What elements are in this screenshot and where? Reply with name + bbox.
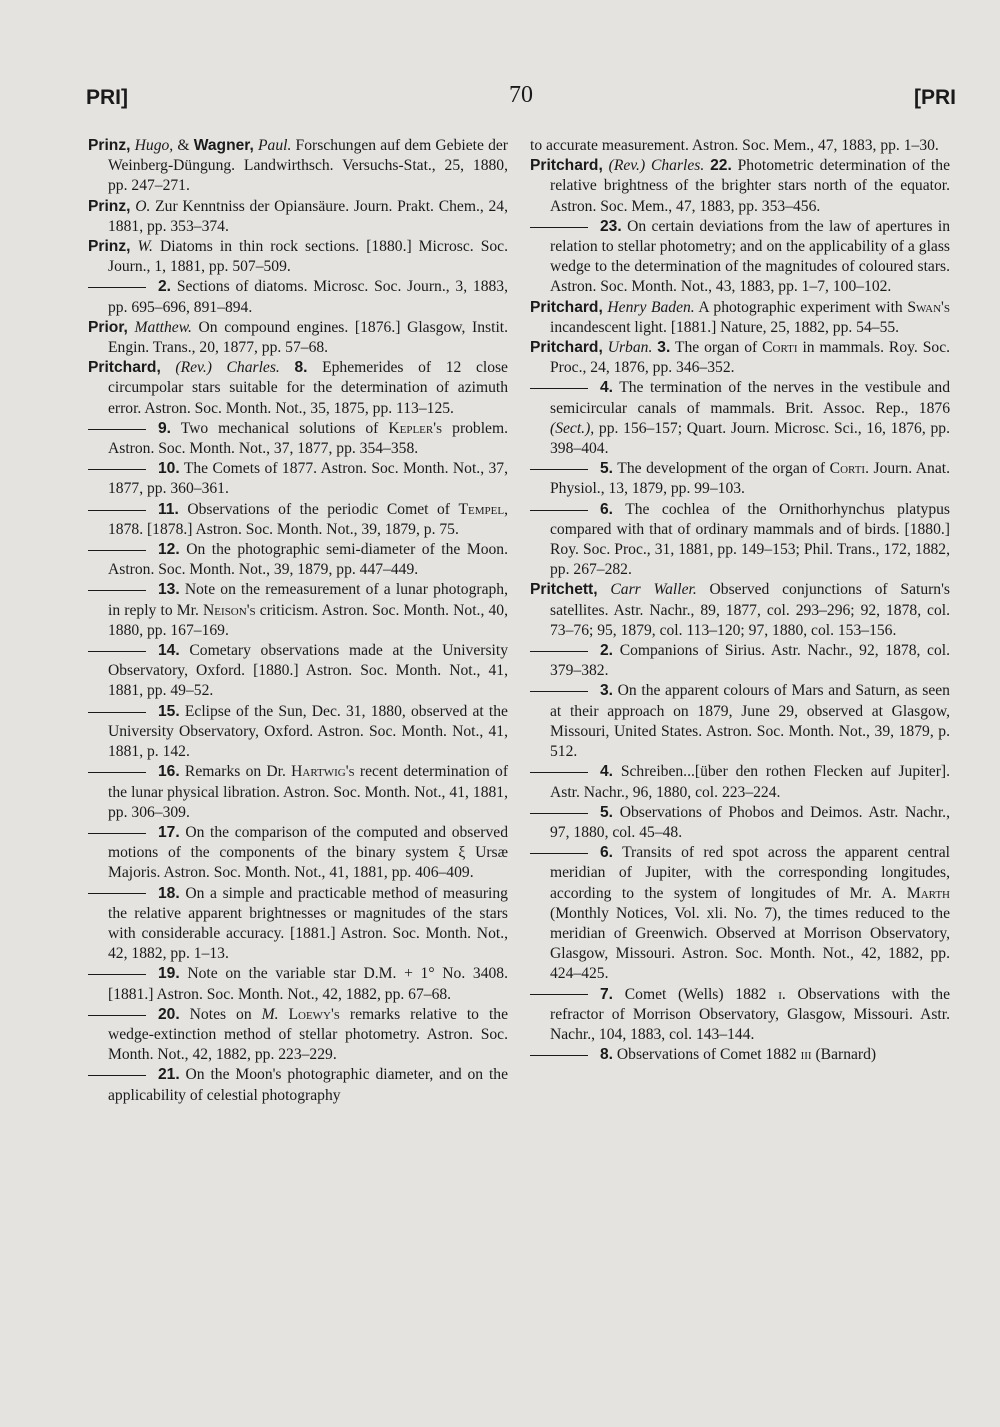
ditto-dash [530, 772, 588, 773]
ditto-dash [88, 429, 146, 430]
entry-number: 12. [158, 541, 180, 559]
entry-text: On the Moon's photographic diameter, and on the applicability of celestial photography [108, 1066, 508, 1104]
entry-text: Observations of the periodic Comet of [187, 500, 450, 518]
header-left: PRI] [86, 86, 128, 109]
bib-entry [88, 762, 508, 823]
author-given-name: Carr Waller. [610, 581, 697, 599]
entry-smallcaps: Kepler's [388, 419, 443, 437]
ditto-dash [530, 853, 588, 854]
entry-text: Observations of Phobos and Deimos. Astr. Nachr., 97, 1880, col. 45–48. [550, 803, 950, 841]
ditto-dash [88, 1075, 146, 1076]
author-surname: Pritchard, [530, 157, 603, 175]
entry-text: Observations of Comet 1882 [616, 1046, 797, 1064]
bib-entry [88, 884, 508, 965]
author-surname: Prinz, [88, 137, 131, 154]
entry-text-continued: Journ. Anat. Physiol., 13, 1879, pp. 99–103. [550, 460, 950, 498]
bib-entry [530, 762, 950, 802]
bib-entry [530, 298, 950, 338]
bib-entry [530, 843, 950, 984]
entry-number: 6. [600, 844, 614, 862]
ditto-dash [88, 712, 146, 713]
entry-smallcaps: i. [778, 985, 786, 1003]
entry-number: 5. [600, 460, 614, 478]
entry-text: Comet (Wells) 1882 [624, 985, 767, 1003]
entry-text-continued: incandescent light. [1881.] Nature, 25, 1882, pp. 54–55. [550, 318, 900, 336]
author-given-name: (Rev.) Charles. [608, 157, 705, 175]
entry-text: Cometary observations made at the University Observatory, Oxford. [1880.] Astron. Soc. Month. Not., 41, 1881, pp. 49–52. [108, 642, 508, 700]
ditto-dash [530, 469, 588, 470]
running-header [86, 82, 956, 120]
bib-entry [530, 459, 950, 499]
entry-text: The organ of [674, 339, 758, 357]
author-joiner: & [177, 137, 190, 154]
entry-text-continued: pp. 156–157; Quart. Journ. Microsc. Sci., 16, 1876, pp. 398–404. [550, 419, 950, 458]
bib-entry [88, 237, 508, 277]
author-given-name: O. [135, 197, 151, 215]
entry-text: Companions of Sirius. Astr. Nachr., 92, 1878, col. 379–382. [550, 642, 951, 680]
ditto-dash [530, 691, 588, 692]
entry-text: Ephemerides of 12 close circumpolar stars suitable for the determination of azimuth error. Astron. Soc. Month. Not., 35, 1875, pp. 113–125. [108, 359, 508, 417]
entry-number: 3. [657, 339, 671, 357]
author-given-name: Henry Baden. [607, 298, 695, 316]
bib-entry [88, 197, 508, 237]
entry-number: 19. [158, 965, 180, 983]
entry-text: to accurate measurement. Astron. Soc. Mem., 47, 1883, pp. 1–30. [530, 137, 939, 154]
ditto-dash [88, 772, 146, 773]
entry-number: 10. [158, 460, 180, 478]
bib-entry [88, 277, 508, 317]
ditto-dash [530, 227, 588, 228]
entry-smallcaps: Swan's [907, 298, 950, 316]
bib-entry [530, 136, 950, 156]
entry-number: 2. [600, 642, 614, 660]
entry-text: Note on the variable star D.M. + 1° No. 3408. [1881.] Astron. Soc. Month. Not., 42, 1882, pp. 67–68. [108, 965, 508, 1003]
entry-text-continued: remarks relative to the wedge-extinction method of stellar photometry. Astron. Soc. Month. Not., 42, 1882, pp. 223–229. [108, 1005, 508, 1064]
author-given-name: W. [137, 238, 153, 256]
author-surname: Prior, [88, 318, 128, 336]
entry-text: The Comets of 1877. Astron. Soc. Month. Not., 37, 1877, pp. 360–361. [108, 460, 508, 498]
bib-entry [88, 702, 508, 763]
ditto-dash [530, 651, 588, 652]
entry-text: The development of the organ of [617, 460, 826, 478]
entry-text-continued: (Barnard) [815, 1046, 877, 1064]
entry-number: 17. [158, 823, 180, 841]
header-right: [PRI [914, 86, 956, 109]
entry-text-continued: problem. Astron. Soc. Month. Not., 37, 1877, pp. 354–358. [108, 419, 509, 458]
entry-smallcaps: iii [800, 1046, 812, 1064]
bib-entry [530, 641, 950, 681]
author-given-name: (Rev.) Charles. [175, 359, 280, 377]
entry-smallcaps: Neison's [203, 601, 256, 619]
author-surname: Pritchett, [530, 581, 598, 599]
bib-entry [530, 378, 950, 459]
entry-text: Observed conjunctions of Saturn's satellites. Astr. Nachr., 89, 1877, col. 293–296; 92, 1878, col. 73–76; 95, 1879, col. 113–120; 97, 1880, col. 153–156. [550, 581, 950, 639]
ditto-dash [88, 974, 146, 975]
entry-text: Two mechanical solutions of [180, 419, 379, 437]
entry-text: Note on the remeasurement of a lunar photograph, in reply to Mr. [108, 581, 508, 619]
entry-number: 13. [158, 581, 180, 599]
bib-entry [530, 156, 950, 217]
bib-entry [530, 338, 950, 378]
entry-smallcaps: Hartwig's [291, 763, 355, 781]
ditto-dash [530, 510, 588, 511]
bib-entry [88, 641, 508, 702]
ditto-dash [88, 287, 146, 288]
entry-smallcaps: Marth [906, 884, 950, 902]
author-surname: Pritchard, [530, 339, 603, 357]
entry-text: On a simple and practicable method of measuring the relative apparent brightnesses or magnitudes of the stars with considerable accuracy. [1881.] Astron. Soc. Month. Not., 42, 1882, pp. 1–13. [108, 884, 508, 963]
author-surname: Prinz, [88, 238, 131, 256]
ditto-dash [530, 388, 588, 389]
entry-smallcaps: Loewy's [288, 1005, 340, 1023]
entry-smallcaps: Tempel, [458, 500, 508, 518]
author-surname: Pritchard, [530, 298, 603, 316]
entry-number: 4. [600, 379, 614, 397]
author-given-name: Hugo, [134, 137, 174, 154]
bib-entry [530, 681, 950, 762]
entry-text: Schreiben...[über den rothen Flecken auf Jupiter]. Astr. Nachr., 96, 1880, col. 223–224. [550, 763, 950, 801]
entry-text: Remarks on Dr. [184, 763, 286, 781]
entry-smallcaps: Corti [762, 339, 798, 357]
bib-entry [88, 419, 508, 459]
ditto-dash [530, 813, 588, 814]
entry-text: The cochlea of the Ornithorhynchus platypus compared with that of ordinary mammals and of birds. [1880.] Roy. Soc. Proc., 31, 1881, pp. 149–153; Phil. Trans., 172, 1882, pp. 267–282. [550, 500, 951, 579]
bib-entry [530, 985, 950, 1046]
entry-number: 7. [600, 985, 614, 1003]
entry-number: 23. [600, 217, 622, 235]
bib-entry [88, 500, 508, 540]
author-given-name: Urban. [607, 339, 653, 357]
entry-number: 2. [158, 278, 172, 296]
entry-number: 15. [158, 702, 180, 720]
bib-entry [88, 318, 508, 358]
entry-number: 11. [158, 500, 179, 518]
entry-text: Zur Kenntniss der Opiansäure. Journ. Prakt. Chem., 24, 1881, pp. 353–374. [108, 197, 508, 235]
entry-number: 8. [294, 359, 308, 377]
ditto-dash [88, 469, 146, 470]
author-surname: Wagner, [193, 137, 254, 154]
entry-italic: M. [261, 1005, 279, 1023]
entry-number: 6. [600, 500, 614, 518]
bib-entry [88, 459, 508, 499]
bib-entry [530, 580, 950, 641]
author-surname: Pritchard, [88, 359, 161, 377]
entry-number: 20. [158, 1005, 180, 1023]
entry-number: 16. [158, 763, 180, 781]
entry-text: Transits of red spot across the apparent central meridian of Jupiter, with the corresponding longitudes, according to the system of longitudes of Mr. A. [550, 844, 950, 902]
author-given-name: Matthew. [134, 318, 192, 336]
entry-number: 14. [158, 642, 180, 660]
entry-number: 22. [710, 157, 732, 175]
entry-text: Photometric determination of the relative brightness of the brighter stars north of the equator. Astron. Soc. Mem., 47, 1883, pp. 353–456. [550, 157, 950, 215]
entry-text: A photographic experiment with [698, 298, 903, 316]
entry-number: 5. [600, 803, 614, 821]
entry-text: On certain deviations from the law of apertures in relation to stellar photometry; and on the applicability of a glass wedge to the determination of the magnitudes of coloured stars. Astron. Soc. Month. Not., 43, 1883, pp. 1–7, 100–102. [550, 217, 950, 296]
page-number: 70 [509, 82, 533, 108]
entry-text-continued: criticism. Astron. Soc. Month. Not., 40, 1880, pp. 167–169. [108, 601, 508, 639]
ditto-dash [88, 651, 146, 652]
entry-italic: (Sect.), [550, 419, 595, 437]
entry-text: On the photographic semi-diameter of the Moon. Astron. Soc. Month. Not., 39, 1879, pp. 447–449. [108, 541, 508, 579]
bib-entry [530, 1045, 950, 1065]
entry-text: On the apparent colours of Mars and Saturn, as seen at their approach on 1879, June 29, observed at Glasgow, Missouri, United States. Astron. Soc. Month. Not., 39, 1879, p. 512. [550, 682, 950, 761]
author-surname: Prinz, [88, 197, 131, 215]
bib-entry [530, 500, 950, 581]
bib-entry [88, 823, 508, 884]
bib-entry [88, 1065, 508, 1105]
entry-number: 9. [158, 419, 172, 437]
entry-text: On the comparison of the computed and observed motions of the components of the binary system ξ Ursæ Majoris. Astron. Soc. Month. Not., 41, 1881, pp. 406–409. [108, 823, 508, 882]
entry-text-continued: recent determination of the lunar physical libration. Astron. Soc. Month. Not., 41, 1881, pp. 306–309. [108, 763, 509, 821]
ditto-dash [530, 1055, 588, 1056]
ditto-dash [88, 550, 146, 551]
author-given-name: Paul. [258, 137, 292, 154]
ditto-dash [88, 1015, 146, 1016]
entry-text-continued: 1878. [1878.] Astron. Soc. Month. Not., 39, 1879, p. 75. [108, 520, 459, 538]
bib-entry [88, 580, 508, 641]
bib-entry [530, 803, 950, 843]
entry-number: 4. [600, 763, 614, 781]
ditto-dash [88, 893, 146, 894]
entry-number: 8. [600, 1046, 614, 1064]
entry-text-continued: (Monthly Notices, Vol. xli. No. 7), the times reduced to the meridian of Greenwich. Observed at Morrison Observatory, Glasgow, Missouri. Astron. Soc. Month. Not., 42, 1882, pp. 424–425. [550, 904, 950, 983]
bib-entry [88, 1005, 508, 1066]
entry-text: Notes on [189, 1005, 252, 1023]
entry-text: Eclipse of the Sun, Dec. 31, 1880, observed at the University Observatory, Oxford. Astron. Soc. Month. Not., 41, 1881, p. 142. [108, 702, 508, 761]
ditto-dash [88, 590, 146, 591]
entry-text: Sections of diatoms. Microsc. Soc. Journ., 3, 1883, pp. 695–696, 891–894. [108, 278, 508, 316]
right-column [530, 136, 950, 1065]
entry-text-continued: in mammals. Roy. Soc. Proc., 24, 1876, pp. 346–352. [550, 339, 951, 377]
bib-entry [88, 540, 508, 580]
entry-text: The termination of the nerves in the vestibule and semicircular canals of mammals. Brit. Assoc. Rep., 1876 [550, 379, 950, 417]
entry-smallcaps: Corti. [829, 460, 869, 478]
bib-entry [88, 358, 508, 419]
entry-text: On compound engines. [1876.] Glasgow, Instit. Engin. Trans., 20, 1877, pp. 57–68. [108, 318, 509, 357]
entry-text: Diatoms in thin rock sections. [1880.] Microsc. Soc. Journ., 1, 1881, pp. 507–509. [108, 238, 508, 276]
entry-number: 21. [158, 1066, 180, 1084]
entry-text-continued: Observations with the refractor of Morrison Observatory, Glasgow, Missouri. Astr. Nachr., 104, 1883, col. 143–144. [550, 985, 951, 1043]
left-column [88, 136, 508, 1106]
ditto-dash [88, 510, 146, 511]
ditto-dash [530, 994, 588, 995]
bib-entry [88, 136, 508, 197]
entry-number: 18. [158, 884, 180, 902]
bib-entry [88, 964, 508, 1004]
ditto-dash [88, 833, 146, 834]
entry-text: Forschungen auf dem Gebiete der Weinberg-Düngung. Landwirthsch. Versuchs-Stat., 25, 1880, pp. 247–271. [108, 137, 508, 195]
bib-entry [530, 217, 950, 298]
entry-number: 3. [600, 682, 614, 700]
